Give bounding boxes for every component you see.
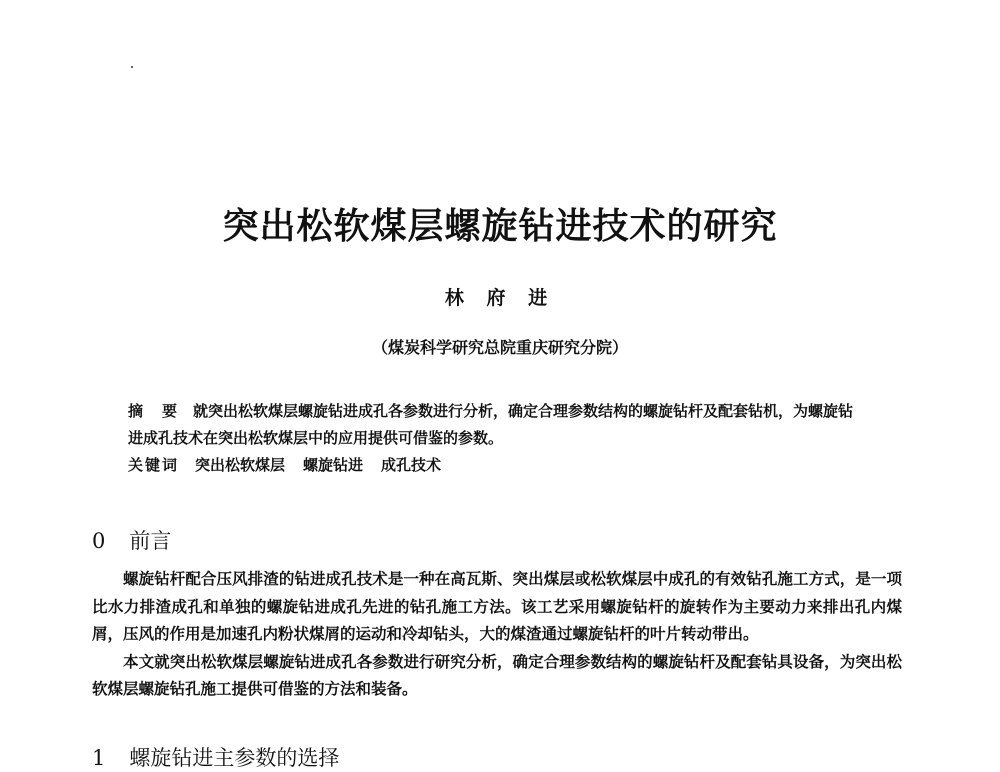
- keyword-1: 突出松软煤层: [195, 456, 286, 474]
- body-paragraph-2: 本文就突出松软煤层螺旋钻进成孔各参数进行研究分析，确定合理参数结构的螺旋钻杆及配套钻具设备，为突出松软煤层螺旋钻孔施工提供可借鉴的方法和装备。: [92, 651, 902, 698]
- body-paragraph-1: 螺旋钻杆配合压风排渣的钻进成孔技术是一种在高瓦斯、突出煤层或松软煤层中成孔的有效钻孔施工方式，是一项比水力排渣成孔和单独的螺旋钻进成孔先进的钻孔施工方法。该工艺采用螺旋钻杆的旋转作为主要动力来排出孔内煤屑，压风的作用是加速孔内粉状煤屑的运动和冷却钻头，大的煤渣通过螺旋钻杆的叶片转动带出。: [92, 569, 902, 643]
- section-1-heading: [92, 742, 339, 772]
- keywords-label: 关键词: [128, 456, 180, 474]
- paper-title: 突出松软煤层螺旋钻进技术的研究: [222, 205, 778, 247]
- section-1-title: 螺旋钻进主参数的选择: [129, 746, 340, 770]
- author-affiliation: （煤炭科学研究总院重庆研究分院）: [371, 338, 628, 357]
- keywords-line: [128, 452, 866, 479]
- abstract-text: 就突出松软煤层螺旋钻进成孔各参数进行分析，确定合理参数结构的螺旋钻杆及配套钻机，为螺旋钻进成孔技术在突出松软煤层中的应用提供可借鉴的参数。: [128, 402, 854, 447]
- section-0-number: 0: [92, 529, 106, 553]
- keyword-3: 成孔技术: [381, 456, 442, 474]
- scan-speck: [131, 66, 133, 68]
- abstract-label: 摘 要: [128, 402, 180, 420]
- author-name: 林 府 进: [444, 287, 556, 309]
- abstract-paragraph: [128, 398, 866, 452]
- section-0-title: 前言: [129, 529, 172, 553]
- section-0-body: [92, 565, 902, 703]
- section-1-number: 1: [92, 746, 106, 770]
- abstract-block: [128, 398, 866, 479]
- keyword-2: 螺旋钻进: [303, 456, 364, 474]
- section-0-heading: [92, 525, 171, 555]
